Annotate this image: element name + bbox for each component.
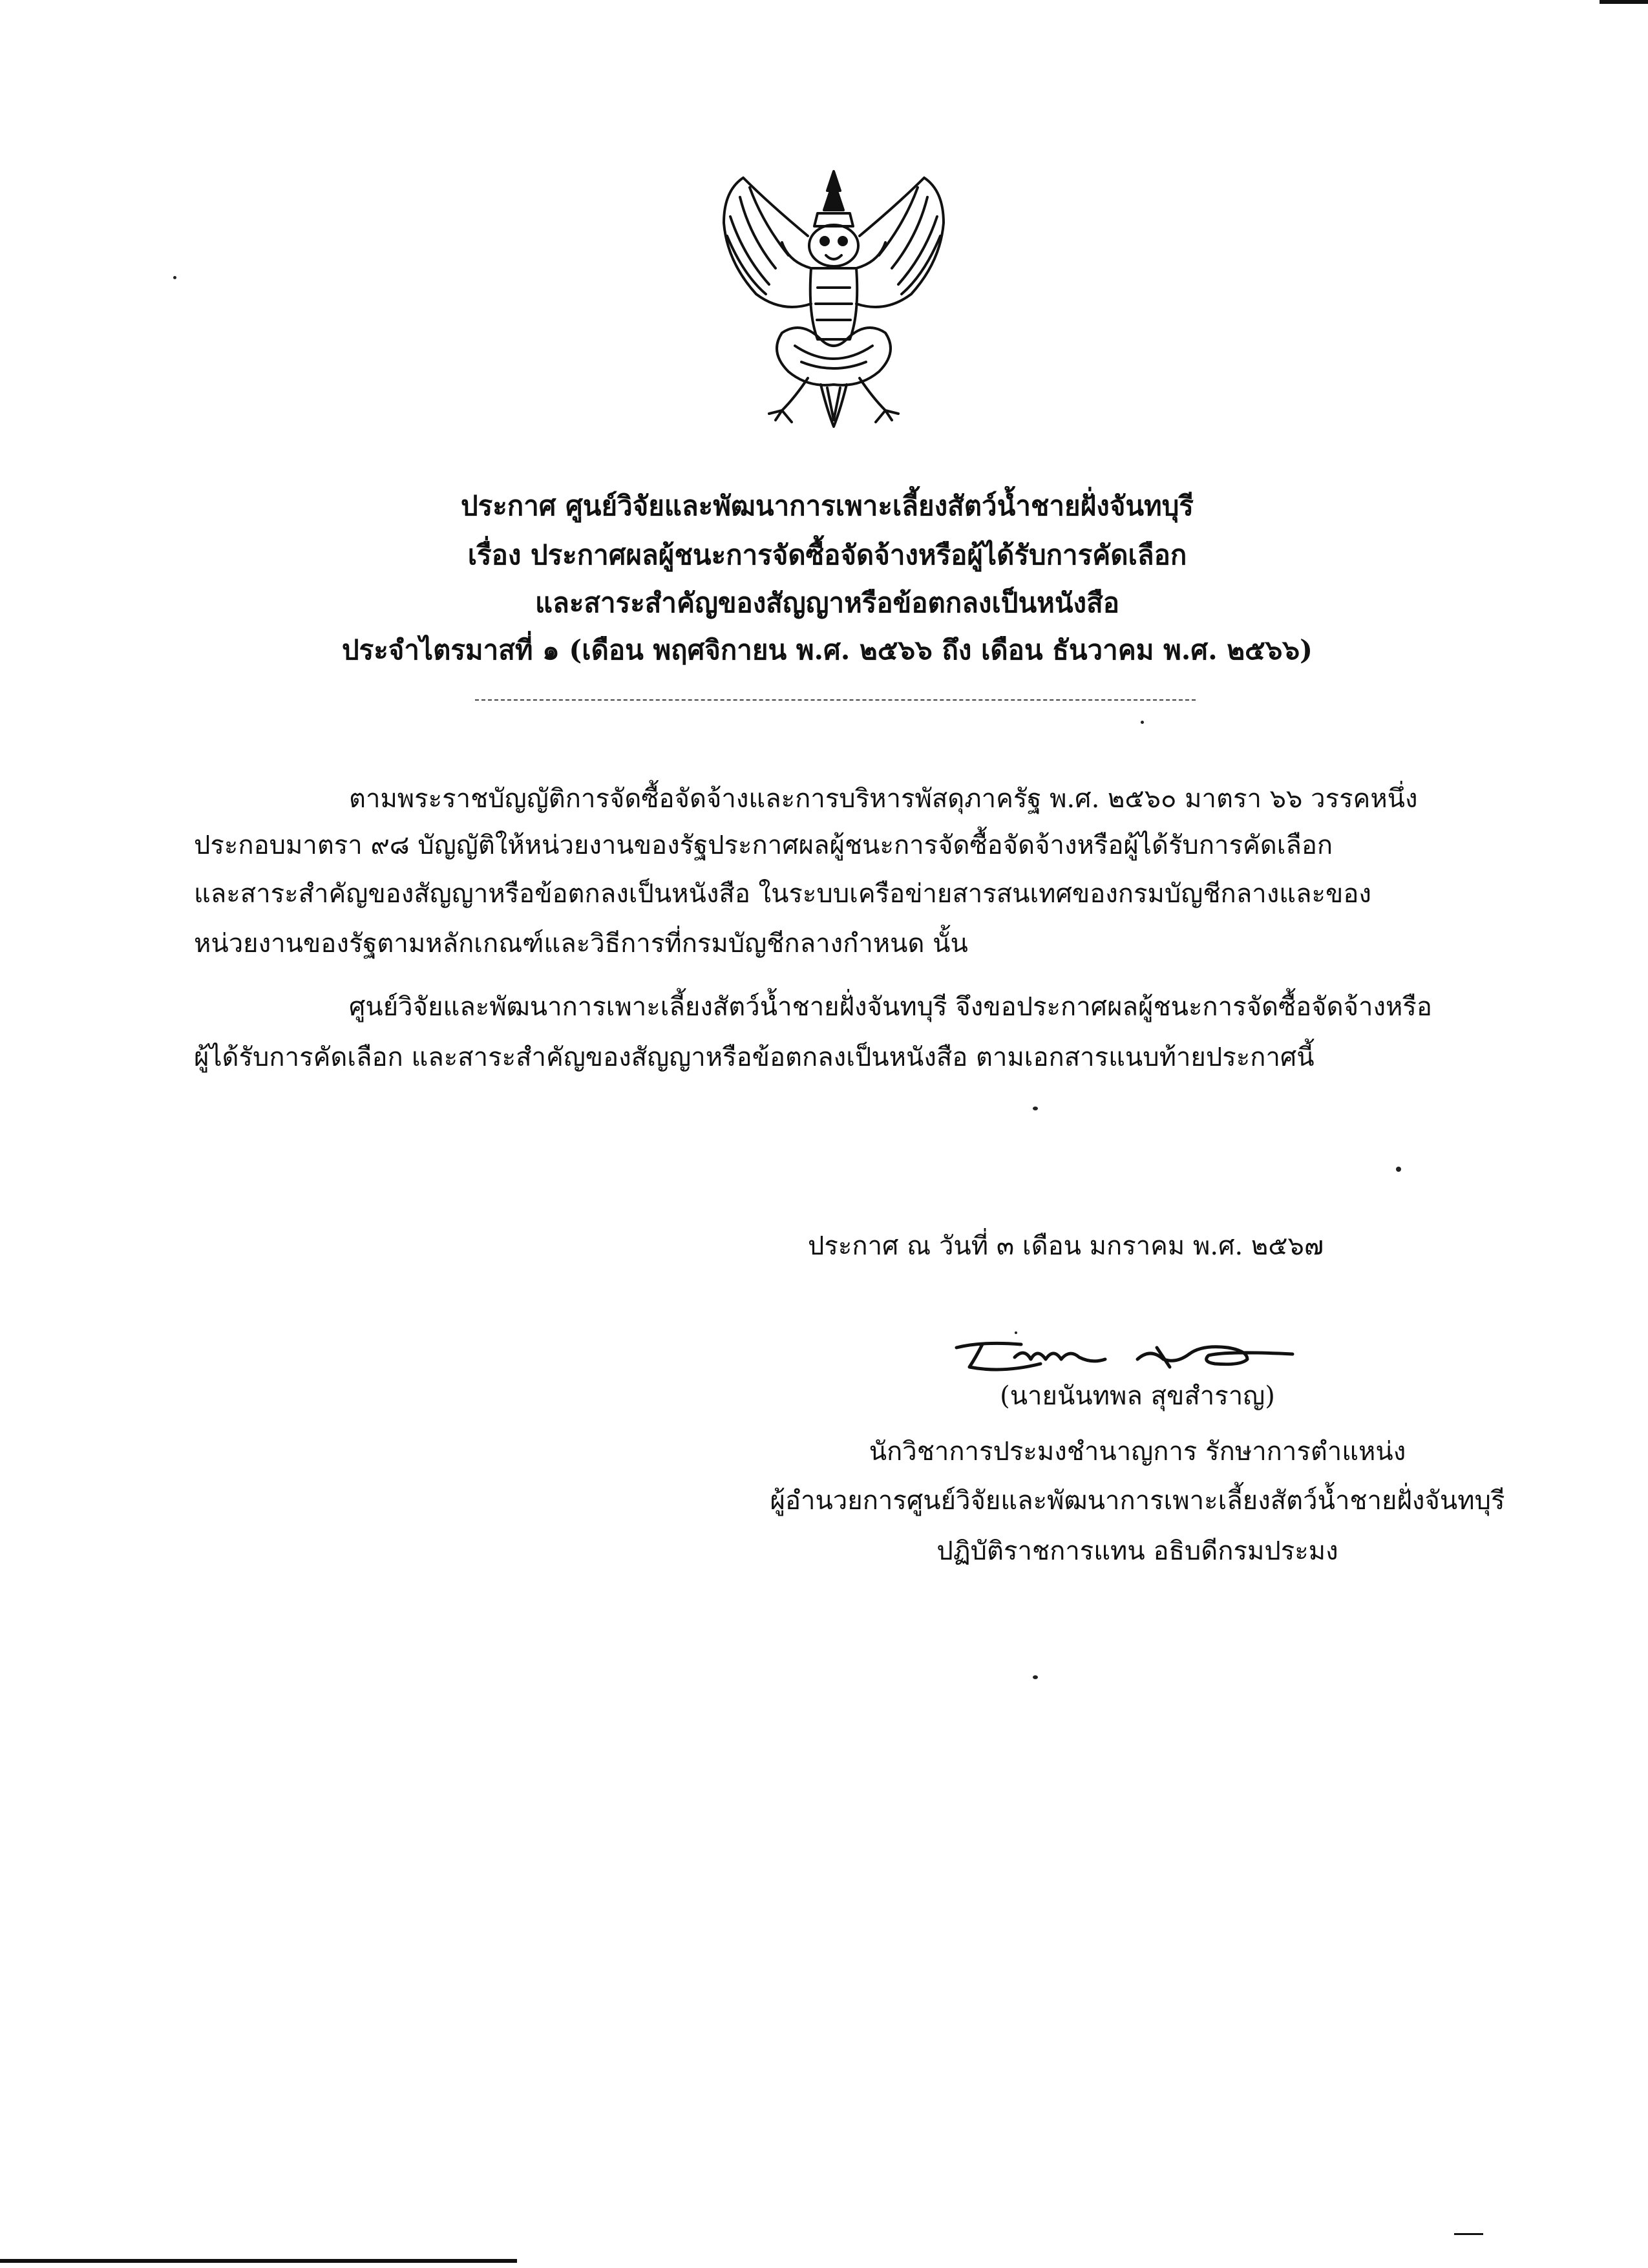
paragraph-1-line-4: หน่วยงานของรัฐตามหลักเกณฑ์และวิธีการที่กรมบัญชีกลางกำหนด นั้น	[194, 929, 968, 959]
announcement-title: ประกาศ ศูนย์วิจัยและพัฒนาการเพาะเลี้ยงสัตว์น้ำชายฝั่งจันทบุรี	[461, 490, 1194, 522]
scan-speck	[1033, 1107, 1038, 1110]
paragraph-1-line-2: ประกอบมาตรา ๙๘ บัญญัติให้หน่วยงานของรัฐประกาศผลผู้ชนะการจัดซื้อจัดจ้างหรือผู้ได้รับการคัดเลือก	[194, 831, 1333, 860]
scan-speck	[173, 276, 176, 279]
signatory-acting-position: ผู้อำนวยการศูนย์วิจัยและพัฒนาการเพาะเลี้ยงสัตว์น้ำชายฝั่งจันทบุรี	[770, 1486, 1505, 1516]
scan-edge-mark	[1600, 0, 1648, 4]
paragraph-2-line-2: ผู้ได้รับการคัดเลือก และสาระสำคัญของสัญญาหรือข้อตกลงเป็นหนังสือ ตามเอกสารแนบท้ายประกาศนี้	[194, 1043, 1315, 1072]
paragraph-1-line-3: และสาระสำคัญของสัญญาหรือข้อตกลงเป็นหนังสือ ในระบบเครือข่ายสารสนเทศของกรมบัญชีกลางและของ	[194, 879, 1371, 909]
announcement-date: ประกาศ ณ วันที่ ๓ เดือน มกราคม พ.ศ. ๒๕๖๗	[808, 1231, 1324, 1261]
signatory-position: นักวิชาการประมงชำนาญการ รักษาการตำแหน่ง	[869, 1437, 1406, 1467]
scan-speck	[1015, 1331, 1017, 1334]
scan-edge-mark	[1454, 2233, 1483, 2235]
paragraph-1-line-1: ตามพระราชบัญญัติการจัดซื้อจัดจ้างและการบริหารพัสดุภาครัฐ พ.ศ. ๒๕๖๐ มาตรา ๖๖ วรรคหนึ่ง	[349, 784, 1418, 814]
handwritten-signature-icon	[944, 1328, 1305, 1386]
garuda-emblem-icon	[704, 165, 963, 430]
signatory-on-behalf: ปฏิบัติราชการแทน อธิบดีกรมประมง	[936, 1536, 1338, 1566]
heading-divider	[475, 699, 1196, 701]
paragraph-2-line-1: ศูนย์วิจัยและพัฒนาการเพาะเลี้ยงสัตว์น้ำชายฝั่งจันทบุรี จึงขอประกาศผลผู้ชนะการจัดซื้อจัดจ้างหรือ	[349, 992, 1432, 1022]
scan-speck	[1141, 721, 1144, 724]
scan-speck	[1396, 1167, 1401, 1172]
announcement-subject-continued: และสาระสำคัญของสัญญาหรือข้อตกลงเป็นหนังสือ	[535, 587, 1119, 619]
signatory-name: (นายนันทพล สุขสำราญ)	[1000, 1381, 1275, 1411]
scan-speck	[1033, 1675, 1038, 1679]
announcement-subject: เรื่อง ประกาศผลผู้ชนะการจัดซื้อจัดจ้างหรือผู้ได้รับการคัดเลือก	[467, 539, 1187, 571]
scan-edge-mark	[0, 2259, 517, 2263]
announcement-period: ประจำไตรมาสที่ ๑ (เดือน พฤศจิกายน พ.ศ. ๒๕๖๖ ถึง เดือน ธันวาคม พ.ศ. ๒๕๖๖)	[342, 634, 1313, 666]
